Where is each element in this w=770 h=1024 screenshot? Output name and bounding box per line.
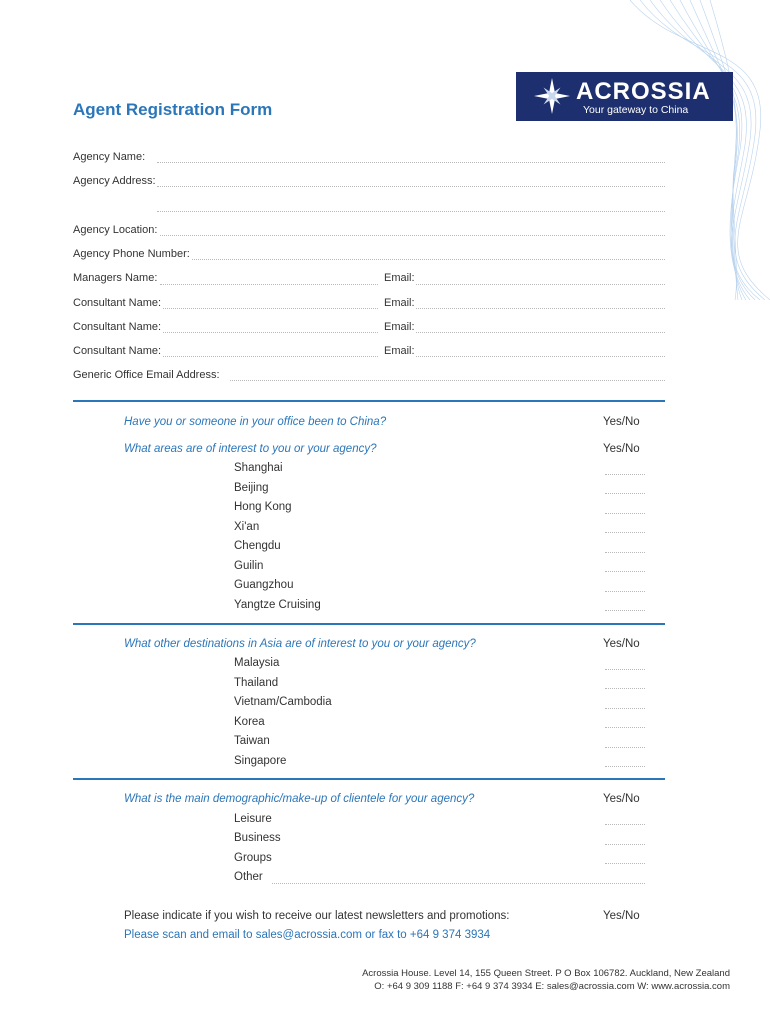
option-leisure: Leisure — [234, 813, 272, 825]
option-shanghai-field[interactable] — [605, 474, 645, 475]
china-visit-question: Have you or someone in your office been to China? — [124, 416, 387, 428]
china-visit-answer[interactable]: Yes/No — [603, 416, 640, 428]
agency-address-field[interactable] — [157, 186, 665, 187]
agency-phone-field[interactable] — [192, 259, 665, 260]
option-chengdu-field[interactable] — [605, 552, 645, 553]
agency-name-label: Agency Name: — [73, 151, 146, 163]
logo-wordmark: ACROSSIA — [576, 78, 711, 105]
acrossia-logo — [516, 72, 733, 121]
consultant-name-field[interactable] — [163, 332, 378, 333]
option-other-field[interactable] — [272, 883, 645, 884]
consultant-name-field[interactable] — [163, 308, 378, 309]
option-chengdu: Chengdu — [234, 540, 281, 552]
consultant-name-field[interactable] — [163, 356, 378, 357]
asia-answer: Yes/No — [603, 638, 640, 650]
section-divider — [73, 400, 665, 402]
option-taiwan-field[interactable] — [605, 747, 645, 748]
option-thailand-field[interactable] — [605, 688, 645, 689]
generic-email-label: Generic Office Email Address: — [73, 369, 220, 381]
option-beijing: Beijing — [234, 482, 269, 494]
option-korea: Korea — [234, 716, 265, 728]
option-leisure-field[interactable] — [605, 824, 645, 825]
footer-address: Acrossia House. Level 14, 155 Queen Street. P O Box 106782. Auckland, New Zealand — [362, 968, 730, 979]
footer-contacts: O: +64 9 309 1188 F: +64 9 374 3934 E: sales@acrossia.com W: www.acrossia.com — [374, 981, 730, 992]
consultant-email-field[interactable] — [416, 356, 665, 357]
option-xian: Xi'an — [234, 521, 260, 533]
consultant-name-label: Consultant Name: — [73, 321, 162, 333]
option-singapore: Singapore — [234, 755, 287, 767]
agency-location-label: Agency Location: — [73, 224, 158, 236]
managers-email-label: Email: — [384, 272, 415, 284]
option-guilin-field[interactable] — [605, 571, 645, 572]
managers-name-field[interactable] — [160, 284, 378, 285]
agency-phone-label: Agency Phone Number: — [73, 248, 190, 260]
consultant-name-label: Consultant Name: — [73, 345, 162, 357]
china-areas-answer: Yes/No — [603, 443, 640, 455]
newsletter-text: Please indicate if you wish to receive our latest newsletters and promotions: — [124, 910, 510, 922]
option-business-field[interactable] — [605, 844, 645, 845]
managers-name-label: Managers Name: — [73, 272, 158, 284]
agency-address-field-line2[interactable] — [157, 211, 665, 212]
option-hong-kong: Hong Kong — [234, 501, 292, 513]
asia-question: What other destinations in Asia are of interest to you or your agency? — [124, 638, 476, 650]
option-malaysia: Malaysia — [234, 657, 280, 669]
managers-email-field[interactable] — [416, 284, 665, 285]
option-guangzhou-field[interactable] — [605, 591, 645, 592]
option-vietnam-cambodia-field[interactable] — [605, 708, 645, 709]
generic-email-field[interactable] — [230, 380, 665, 381]
consultant-email-label: Email: — [384, 321, 415, 333]
option-singapore-field[interactable] — [605, 766, 645, 767]
option-vietnam-cambodia: Vietnam/Cambodia — [234, 696, 332, 708]
option-taiwan: Taiwan — [234, 735, 270, 747]
section-divider — [73, 778, 665, 780]
option-other: Other — [234, 871, 263, 883]
option-yangtze-cruising-field[interactable] — [605, 610, 645, 611]
compass-star-icon — [534, 78, 570, 114]
option-yangtze-cruising: Yangtze Cruising — [234, 599, 321, 611]
option-thailand: Thailand — [234, 677, 279, 689]
demographic-question: What is the main demographic/make-up of clientele for your agency? — [124, 793, 475, 805]
option-guilin: Guilin — [234, 560, 264, 572]
demographic-answer: Yes/No — [603, 793, 640, 805]
page-title: Agent Registration Form — [73, 100, 273, 119]
consultant-email-label: Email: — [384, 297, 415, 309]
contact-instructions: Please scan and email to sales@acrossia.com or fax to +64 9 374 3934 — [124, 929, 491, 941]
decorative-swirl-graphic — [560, 0, 770, 300]
consultant-email-field[interactable] — [416, 332, 665, 333]
option-shanghai: Shanghai — [234, 462, 283, 474]
option-beijing-field[interactable] — [605, 493, 645, 494]
consultant-name-label: Consultant Name: — [73, 297, 162, 309]
option-xian-field[interactable] — [605, 532, 645, 533]
china-areas-question: What areas are of interest to you or your agency? — [124, 443, 377, 455]
option-malaysia-field[interactable] — [605, 669, 645, 670]
agency-address-label: Agency Address: — [73, 175, 156, 187]
agency-name-field[interactable] — [157, 162, 665, 163]
option-hong-kong-field[interactable] — [605, 513, 645, 514]
option-groups: Groups — [234, 852, 272, 864]
option-groups-field[interactable] — [605, 863, 645, 864]
consultant-email-field[interactable] — [416, 308, 665, 309]
newsletter-answer[interactable]: Yes/No — [603, 910, 640, 922]
logo-tagline: Your gateway to China — [583, 104, 689, 116]
option-guangzhou: Guangzhou — [234, 579, 294, 591]
option-korea-field[interactable] — [605, 727, 645, 728]
option-business: Business — [234, 832, 281, 844]
agency-location-field[interactable] — [160, 235, 665, 236]
section-divider — [73, 623, 665, 625]
consultant-email-label: Email: — [384, 345, 415, 357]
